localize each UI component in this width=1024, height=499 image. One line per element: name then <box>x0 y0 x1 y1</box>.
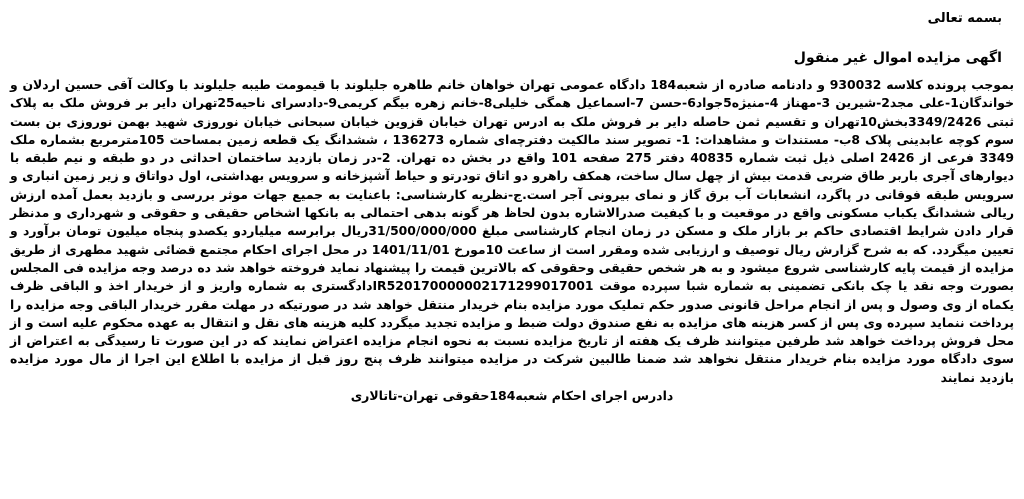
notice-signature: دادرس اجرای احکام شعبه184حقوقی تهران-تاتالاری <box>350 388 674 404</box>
notice-title: اگهی مزایده اموال غیر منقول <box>793 50 1002 66</box>
notice-body: بموجب پرونده کلاسه 930032 و دادنامه صادره از شعبه184 دادگاه عمومی تهران خواهان خانم طاهره جلیلوند با قیمومت طیبه جلیلوند با وکالت آقی حسین اردلان و خواندگان1-علی مجد2-شیرین 3-مهناز 4-منیژه5جواد6-حسن 7-اسماعیل همگی خلیلی8-خانم زهره بیگم کریمی9-دادسرای ناحیه25تهران دایر بر فروش ملک به پلاک ثبتی 3349/2426بخش10تهران و تقسیم ثمن حاصله دایر بر فروش ملک به ادرس تهران خیابان قزوین خیابان سبحانی خیابان نوروزی شهید بهمن نوروزی بن بست سوم کوچه عابدینی پلاک 8ب- مستندات و مشاهدات: 1- تصویر سند مالکیت دفترچه‌ای شماره 136273 ، ششدانگ یک قطعه زمین بمساحت 105مترمربع بشماره ملک 3349 فرعی از 2426 اصلی ذیل ثبت شماره 40835 دفتر 275 صفحه 101 واقع در بخش ده تهران. 2-در زمان بازدید ساختمان احداثی در دو طبقه و نیم طبقه با دیوارهای آجری باربر طاق ضربی قدمت بیش از چهل سال ساخت، همکف راهرو دو اتاق تودرتو و حیاط آشپزخانه و سرویس بهداشتی، اول دواتاق و زیر زمین انباری و سرویس طبقه فوقانی در پاگرد، انشعابات آب برق گاز و نمای بیرونی آجر است.ج-نظریه کارشناسی: باعنایت به جمیع جهات موثر بررسی و بازدید بعمل آمده ارزش ریالی ششدانگ یکباب مسکونی واقع در موقعیت و با کیفیت صدرالاشاره بدون لحاظ هر گونه بدهی احتمالی به بانکها اشخاص حقیقی و حقوقی و شهرداری و مدنظر قرار دادن شرایط اقتصادی حاکم بر بازار ملک و مسکن در زمان انجام کارشناسی مبلغ 31/500/000/000ریال برابرسه میلیاردو یکصدو پنجاه میلیون تومان برآورد و تعیین میگردد. که به شرح گزارش ریال توصیف و ارزیابی شده ومقرر است از ساعت 10مورخ 1401/11/01 در محل اجرای احکام مجتمع قضائی شهید مطهری از طریق مزایده از قیمت پایه کارشناسی شروع میشود و به هر شخص حقیقی وحقوقی که بالاترین قیمت را پیشنهاد نماید فروخته خواهد شد ده درصد وجه مزایده فی المجلس بصورت وجه نقد یا چک بانکی تضمینی به شماره شبا سپرده موقت IR520170000002171299017001دادگستری به شماره واریز و از خریدار اخذ و الباقی ظرف یکماه از وی وصول و پس از انجام مراحل قانونی صدور حکم تملیک مورد مزایده بنام خریدار منتقل خواهد شد در صورتیکه در مهلت مقرر خریدار الباقی وجه مزایده را پرداخت ننماید سپرده وی پس از کسر هزینه های مزایده به نفع صندوق دولت ضبط و مزایده تجدید میگردد کلیه هزینه های نقل و انتقال به عهده محکوم علیه است و از محل فروش پرداخت خواهد شد طرفین میتوانند ظرف یک هفته از تاریخ مزایده نسبت به نحوه انجام مزایده اعتراض نمایند که در این صورت تا رسیدگی به اعتراض از سوی دادگاه مورد مزایده بنام خریدار منتقل نخواهد شد ضمنا طالبین شرکت در مزایده میتوانند ظرف پنج روز قبل از مزایده با اطلاع این اجرا از مال مورد مزایده بازدید نمایند <box>10 77 1015 385</box>
bismillah-heading: بسمه تعالی <box>927 11 1002 26</box>
auction-notice <box>8 4 1016 405</box>
